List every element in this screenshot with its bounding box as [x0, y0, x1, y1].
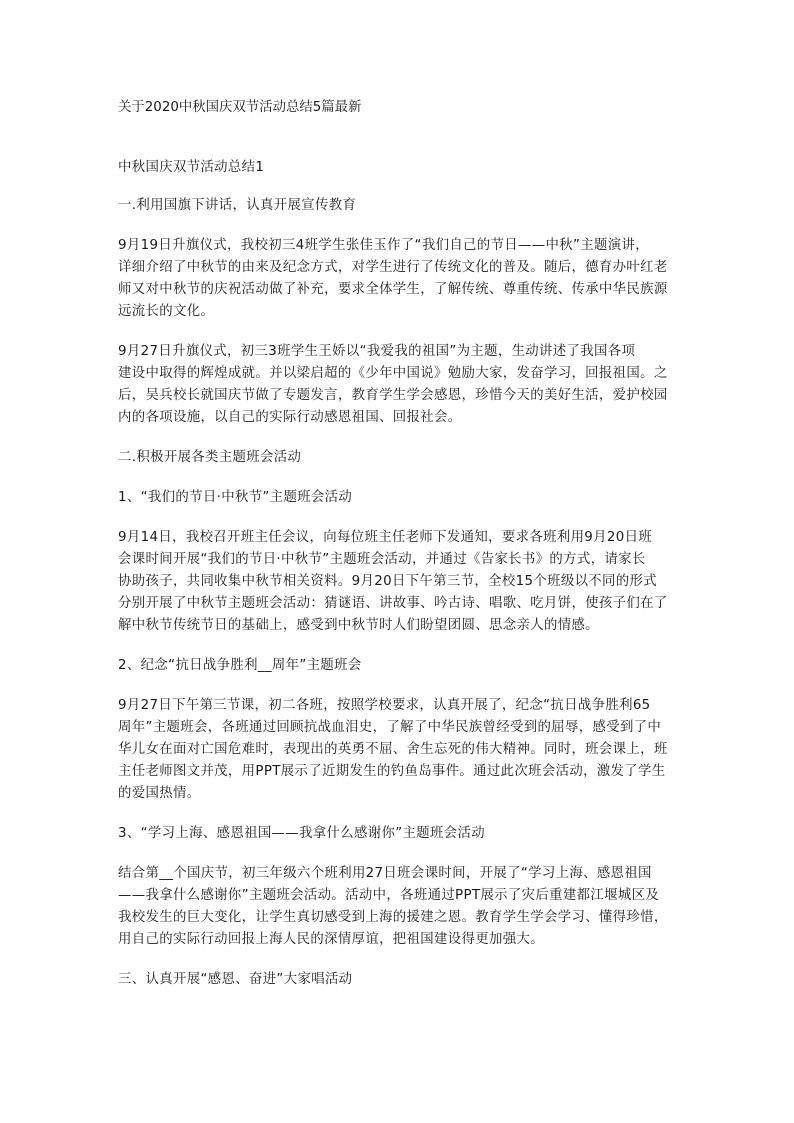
- paragraph-line: 周年”主题班会，各班通过回顾抗战血泪史，了解了中华民族曾经受到的屈辱，感受到了中: [118, 720, 662, 735]
- paragraph-line: 9月27日升旗仪式，初三3班学生王娇以“我爱我的祖国”为主题，生动讲述了我国各项: [118, 344, 636, 359]
- paragraph-line: 9月19日升旗仪式，我校初三4班学生张佳玉作了“我们自己的节日——中秋”主题演讲，: [118, 238, 649, 253]
- paragraph-line: 9月27日下午第三节课，初二各班，按照学校要求，认真开展了，纪念“抗日战争胜利65: [118, 698, 651, 713]
- paragraph-line: 解中秋节传统节日的基础上，感受到中秋节时人们盼望团圆、思念亲人的情感。: [118, 618, 599, 633]
- paragraph-line: 华儿女在面对亡国危难时，表现出的英勇不屈、舍生忘死的伟大精神。同时，班会课上，班: [118, 742, 668, 757]
- paragraph-line: 的爱国热情。: [118, 786, 201, 801]
- part1-paragraph-2: [118, 341, 678, 429]
- item3-paragraph: [118, 863, 678, 951]
- paragraph-line: 建设中取得的辉煌成就。并以梁启超的《少年中国说》勉励大家，发奋学习，回报祖国。之: [118, 366, 668, 381]
- document-body: [118, 97, 678, 991]
- paragraph-line: 远流长的文化。: [118, 304, 215, 319]
- item2-paragraph: [118, 695, 678, 805]
- item3-heading: 3、“学习上海、感恩祖国——我拿什么感谢你”主题班会活动: [118, 826, 485, 841]
- paragraph-line: 用自己的实际行动回报上海人民的深情厚谊，把祖国建设得更加强大。: [118, 932, 544, 947]
- paragraph-line: 会课时间开展“我们的节日·中秋节”主题班会活动，并通过《告家长书》的方式，请家长: [118, 552, 646, 567]
- paragraph-line: 后，吴兵校长就国庆节做了专题发言，教育学生学会感恩，珍惜今天的美好生活，爱护校园: [118, 388, 668, 403]
- paragraph-line: 内的各项设施，以自己的实际行动感恩祖国、回报社会。: [118, 410, 462, 425]
- paragraph-line: 主任老师图文并茂，用PPT展示了近期发生的钓鱼岛事件。通过此次班会活动，激发了学生: [118, 764, 666, 779]
- part1-heading: 一.利用国旗下讲话，认真开展宣传教育: [118, 198, 357, 213]
- paragraph-line: 协助孩子，共同收集中秋节相关资料。9月20日下午第三节，全校15个班级以不同的形式: [118, 574, 658, 589]
- part1-paragraph-1: [118, 235, 678, 323]
- item1-heading: 1、“我们的节日·中秋节”主题班会活动: [118, 490, 353, 505]
- document-title: 关于2020中秋国庆双节活动总结5篇最新: [118, 100, 362, 115]
- paragraph-line: 分别开展了中秋节主题班会活动：猜谜语、讲故事、吟古诗、唱歌、吃月饼，使孩子们在了: [118, 596, 668, 611]
- part3-heading: 三、认真开展“感恩、奋进”大家唱活动: [118, 972, 353, 987]
- paragraph-line: 结合第__个国庆节，初三年级六个班利用27日班会课时间，开展了“学习上海、感恩祖国: [118, 866, 652, 881]
- paragraph-line: ——我拿什么感谢你”主题班会活动。活动中，各班通过PPT展示了灾后重建都江堰城区及: [118, 888, 660, 903]
- section-heading: 中秋国庆双节活动总结1: [118, 160, 265, 175]
- paragraph-line: 9月14日，我校召开班主任会议，向每位班主任老师下发通知，要求各班利用9月20日班: [118, 530, 653, 545]
- item1-paragraph: [118, 527, 678, 637]
- item2-heading: 2、纪念“抗日战争胜利__周年”主题班会: [118, 658, 362, 673]
- paragraph-line: 师又对中秋节的庆祝活动做了补充，要求全体学生，了解传统、尊重传统、传承中华民族源: [118, 282, 668, 297]
- paragraph-line: 我校发生的巨大变化，让学生真切感受到上海的援建之恩。教育学生学会学习、懂得珍惜，: [118, 910, 668, 925]
- part2-heading: 二.积极开展各类主题班会活动: [118, 450, 302, 465]
- paragraph-line: 详细介绍了中秋节的由来及纪念方式，对学生进行了传统文化的普及。随后，德育办叶红老: [118, 260, 668, 275]
